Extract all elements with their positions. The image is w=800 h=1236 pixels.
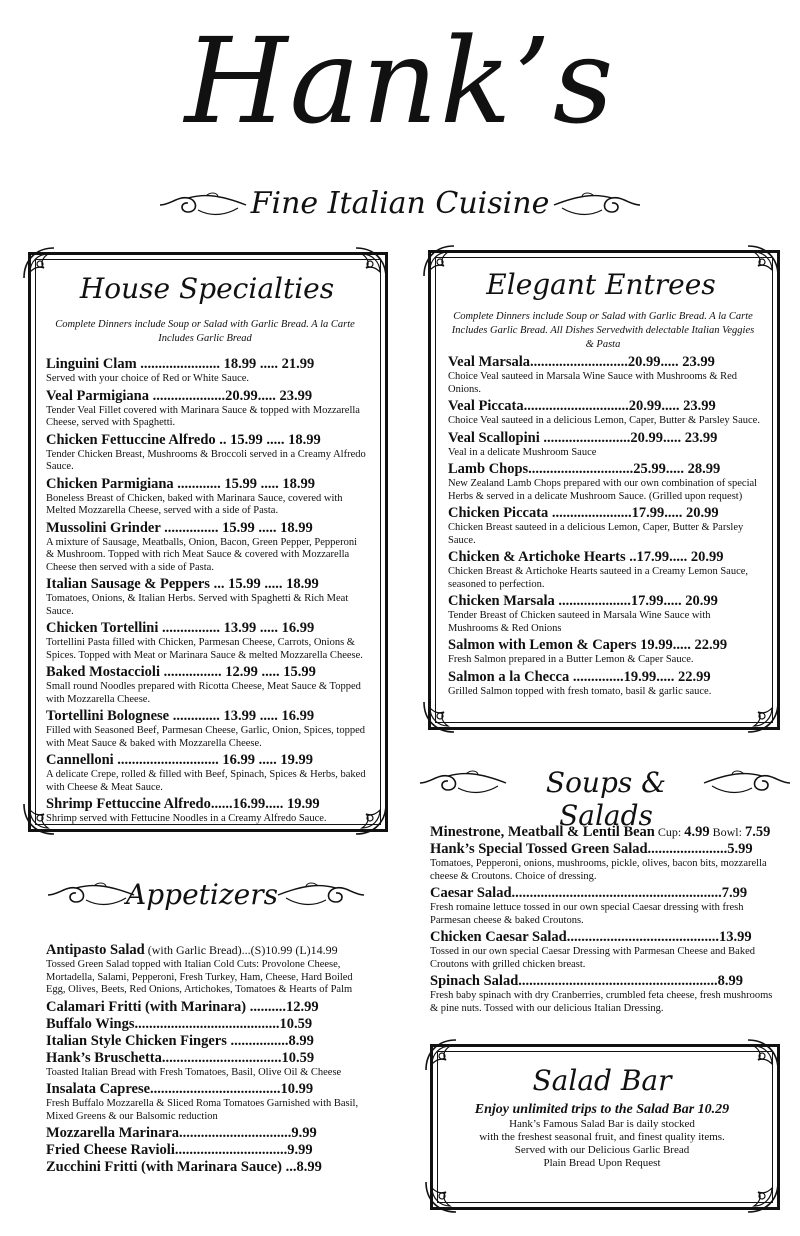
- menu-item-line: Mussolini Grinder ............... 15.99 ..... 18.99: [46, 519, 313, 536]
- corner-ornament-icon: [746, 1180, 780, 1214]
- soups-salads-list: [430, 824, 776, 1017]
- menu-item-description: Tossed in our own special Caesar Dressing with Parmesan Cheese and Baked Croutons with grilled chicken breast.: [430, 946, 755, 970]
- menu-item-line: Shrimp Fettuccine Alfredo......16.99..... 19.99: [46, 796, 320, 812]
- section-title-house-specialties: House Specialties: [79, 272, 335, 305]
- menu-item-line: Zucchini Fritti (with Marinara Sauce) ...8.99: [46, 1159, 322, 1175]
- section-title-elegant-entrees: Elegant Entrees: [486, 268, 716, 301]
- section-title-appetizers: Appetizers: [126, 878, 278, 911]
- menu-item-line: Chicken Fettuccine Alfredo .. 15.99 ..... 18.99: [46, 431, 321, 448]
- menu-item-line: Salmon with Lemon & Capers 19.99..... 22.99: [448, 637, 728, 653]
- menu-item-line: Baked Mostaccioli ................ 12.99 ..... 15.99: [46, 664, 316, 680]
- menu-item-description: Fresh Salmon prepared in a Butter Lemon & Caper Sauce.: [448, 654, 694, 665]
- menu-item-description: Veal in a delicate Mushroom Sauce: [448, 446, 597, 458]
- menu-item-line: Fried Cheese Ravioli...............................9.99: [46, 1142, 313, 1158]
- flourish-left-icon: [418, 768, 508, 798]
- menu-item-line: Chicken Piccata ......................17.99..... 20.99: [448, 505, 719, 521]
- menu-item-description: Chicken Breast sauteed in a delicious Lemon, Caper, Butter & Parsley Sauce.: [448, 522, 744, 546]
- menu-item-line: Tortellini Bolognese ............. 13.99 ..... 16.99: [46, 708, 315, 724]
- salad-bar-line: Served with our Delicious Garlic Bread: [514, 1144, 690, 1156]
- menu-item-description: Tender Breast of Chicken sauteed in Marsala Wine Sauce with Mushrooms & Red Onions: [448, 610, 711, 634]
- flourish-left-icon: [46, 880, 136, 910]
- salad-bar-line: with the freshest seasonal fruit, and finest quality items.: [479, 1131, 725, 1143]
- corner-ornament-icon: [746, 700, 780, 734]
- menu-item-line: Calamari Fritti (with Marinara) ..........12.99: [46, 998, 319, 1015]
- menu-item-description: A mixture of Sausage, Meatballs, Onion, Bacon, Green Pepper, Pepperoni & Mushroom. Topped with rich Meat Sauce & covered with Mozzarella Cheese then served with a side of Pasta.: [46, 536, 358, 573]
- menu-item-description: Shrimp served with Fettucine Noodles in a Creamy Alfredo Sauce.: [46, 813, 327, 824]
- menu-item-line: Veal Parmigiana ....................20.99..... 23.99: [46, 387, 313, 404]
- menu-item-line: Linguini Clam ...................... 18.99 ..... 21.99: [46, 356, 315, 372]
- menu-item-line: Spinach Salad.......................................................8.99: [430, 973, 744, 989]
- menu-item-description: Grilled Salmon topped with fresh tomato, basil & garlic sauce.: [448, 685, 712, 697]
- flourish-right-icon: [552, 190, 642, 220]
- menu-item-line: Antipasto Salad (with Garlic Bread)...(S)10.99 (L)14.99: [46, 942, 338, 958]
- house-specialties-list: [46, 356, 366, 828]
- menu-item-description: Served with your choice of Red or White Sauce.: [46, 373, 250, 384]
- menu-item-line: Veal Marsala...........................20.99..... 23.99: [448, 354, 715, 370]
- house-intro: Complete Dinners include Soup or Salad with Garlic Bread. A la Carte Includes Garlic Bread: [55, 319, 355, 344]
- menu-item-description: Fresh romaine lettuce tossed in our own special Caesar dressing with fresh Parmesan cheese & baked Croutons.: [430, 902, 744, 926]
- menu-item-line: Veal Scallopini ........................20.99..... 23.99: [448, 429, 718, 446]
- menu-item-line: Italian Style Chicken Fingers ................8.99: [46, 1032, 314, 1049]
- menu-item-line: Insalata Caprese....................................10.99: [46, 1081, 314, 1097]
- menu-item-description: A delicate Crepe, rolled & filled with Beef, Spinach, Spices & Herbs, baked with Cheese & Meat Sauce.: [46, 769, 366, 793]
- restaurant-name: Hank’s: [184, 12, 616, 150]
- menu-item-description: Fresh baby spinach with dry Cranberries, crumbled feta cheese, fresh mushrooms & pine nuts. Tossed with our delicious Italian Dressing.: [430, 990, 773, 1014]
- menu-item-description: Tomatoes, Onions, & Italian Herbs. Served with Spaghetti & Rich Meat Sauce.: [46, 593, 349, 617]
- menu-item-description: Boneless Breast of Chicken, baked with Marinara Sauce, covered with Melted Mozzarella Cheese, served with a side of Pasta.: [46, 492, 343, 516]
- menu-item-line: Mozzarella Marinara...............................9.99: [46, 1125, 317, 1141]
- corner-ornament-icon: [422, 700, 456, 734]
- menu-item-description: Chicken Breast & Artichoke Hearts sauteed in a Creamy Lemon Sauce, seasoned to perfection.: [448, 566, 749, 590]
- menu-item-line: Caesar Salad..........................................................7.99: [430, 885, 748, 901]
- menu-item-line: Chicken Caesar Salad..........................................13.99: [430, 929, 752, 945]
- menu-item-description: Choice Veal sauteed in a delicious Lemon, Caper, Butter & Parsley Sauce.: [448, 415, 760, 426]
- salad-bar-line: Hank’s Famous Salad Bar is daily stocked: [509, 1118, 695, 1130]
- menu-item-line: Chicken Tortellini ................ 13.99 ..... 16.99: [46, 620, 315, 636]
- menu-item-description: New Zealand Lamb Chops prepared with our own combination of special Herbs & served in a delicate Mushroom Sauce. (Grilled upon request): [448, 478, 758, 502]
- menu-item-description: Fresh Buffalo Mozzarella & Sliced Roma Tomatoes Garnished with Basil, Mixed Greens & our Balsomic reduction: [46, 1098, 359, 1122]
- menu-item-line: Hank’s Special Tossed Green Salad......................5.99: [430, 841, 753, 857]
- menu-item-line: Lamb Chops.............................25.99..... 28.99: [448, 461, 721, 477]
- menu-item-description: Toasted Italian Bread with Fresh Tomatoes, Basil, Olive Oil & Cheese: [46, 1066, 342, 1078]
- menu-item-description: Tossed Green Salad topped with Italian Cold Cuts: Provolone Cheese, Mortadella, Salami, Pepperoni, Fresh Turkey, Ham, Cheese, Hard Boiled Egg, Olives, Beets, Red Onions, Artichokes, Tomatoes & Hearts of Palm: [46, 959, 353, 995]
- elegant-entrees-list: [448, 354, 760, 700]
- salad-bar-line: Plain Bread Upon Request: [543, 1157, 661, 1169]
- entrees-intro: Complete Dinners include Soup or Salad with Garlic Bread. A la Carte Includes Garlic Bread. All Dishes Servedwith delectable Italian Veggies & Pasta: [451, 311, 755, 350]
- menu-item-line: Minestrone, Meatball & Lentil Bean Cup: 4.99 Bowl: 7.59: [430, 824, 771, 840]
- menu-item-line: Buffalo Wings........................................10.59: [46, 1015, 313, 1032]
- menu-item-line: Salmon a la Checca ..............19.99..... 22.99: [448, 668, 711, 685]
- section-title-salad-bar: Salad Bar: [532, 1064, 672, 1097]
- section-title-soups-salads: Soups & Salads: [545, 766, 667, 832]
- menu-item-line: Chicken Marsala ....................17.99..... 20.99: [448, 593, 718, 609]
- menu-item-line: Cannelloni ............................ 16.99 ..... 19.99: [46, 752, 314, 768]
- flourish-right-icon: [702, 768, 792, 798]
- salad-bar-content: [440, 1102, 764, 1170]
- menu-item-line: Hank’s Bruschetta.................................10.59: [46, 1049, 315, 1066]
- menu-item-description: Tomatoes, Pepperoni, onions, mushrooms, pickle, olives, bacon bits, mozzarella cheese & Croutons. Choice of dressing.: [430, 858, 767, 882]
- menu-item-line: Chicken Parmigiana ............ 15.99 ..... 18.99: [46, 475, 316, 492]
- menu-item-line: Chicken & Artichoke Hearts ..17.99..... 20.99: [448, 549, 724, 565]
- tagline: Fine Italian Cuisine: [250, 186, 550, 221]
- menu-item-description: Filled with Seasoned Beef, Parmesan Cheese, Garlic, Onion, Spices, topped with Meat Sauce & baked with Mozzarella Cheese.: [46, 725, 366, 749]
- menu-item-description: Tortellini Pasta filled with Chicken, Parmesan Cheese, Carrots, Onions & Spices. Topped with Meat or Marinara Sauce & melted Mozzarella Cheese.: [46, 637, 363, 661]
- menu-item-description: Tender Veal Fillet covered with Marinara Sauce & topped with Mozzarella Cheese, served with Spaghetti.: [46, 404, 360, 428]
- appetizers-list: [46, 942, 364, 1176]
- salad-bar-headline: Enjoy unlimited trips to the Salad Bar 10.29: [474, 1102, 730, 1117]
- corner-ornament-icon: [424, 1180, 458, 1214]
- flourish-right-icon: [276, 880, 366, 910]
- menu-item-description: Small round Noodles prepared with Ricotta Cheese, Meat Sauce & Topped with Mozzarella Cheese.: [46, 681, 361, 705]
- menu-item-description: Choice Veal sauteed in Marsala Wine Sauce with Mushrooms & Red Onions.: [448, 371, 738, 395]
- menu-item-description: Tender Chicken Breast, Mushrooms & Broccoli served in a Creamy Alfredo Sauce.: [46, 448, 366, 472]
- menu-item-line: Italian Sausage & Peppers ... 15.99 ..... 18.99: [46, 576, 319, 592]
- menu-item-line: Veal Piccata.............................20.99..... 23.99: [448, 398, 716, 414]
